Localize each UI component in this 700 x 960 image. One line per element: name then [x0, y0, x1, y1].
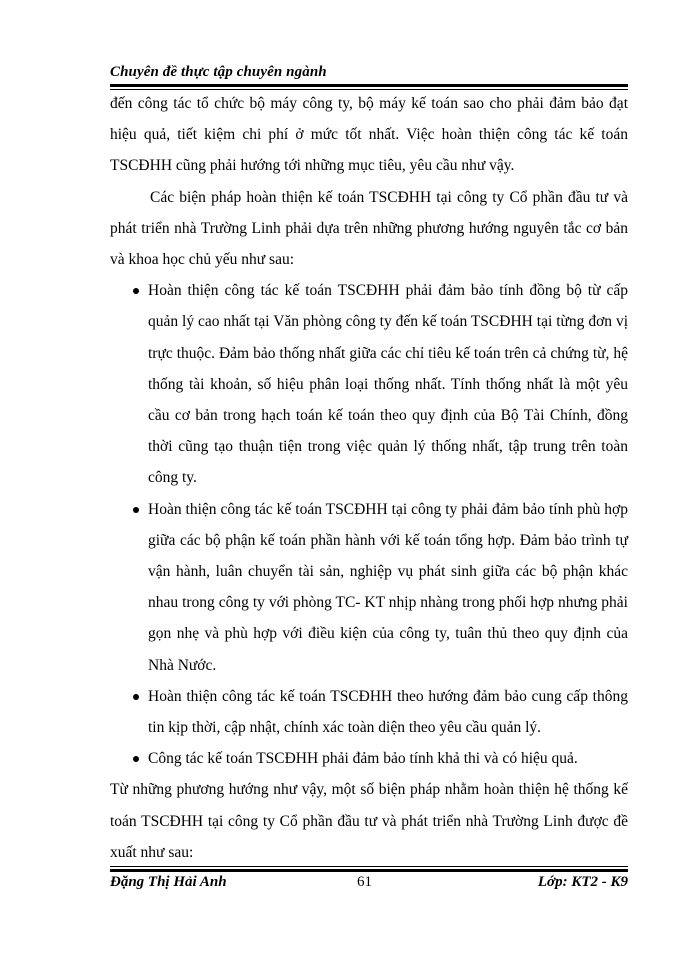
- footer-author: Đặng Thị Hải Anh: [110, 874, 227, 890]
- page-number: 61: [357, 874, 372, 890]
- footer-rule-thin: [110, 866, 628, 867]
- bullet-icon: [133, 288, 139, 294]
- header-rule-thick: [110, 84, 628, 87]
- list-item: [110, 275, 628, 493]
- list-item-text: Hoàn thiện công tác kế toán TSCĐHH tại công ty phải đảm bảo tính phù hợp giữa các bộ phận kế toán phần hành với kế toán tổng hợp. Đảm bảo trình tự vận hành, luân chuyển tài sản, nghiệp vụ phát sinh giữa các bộ phận khác nhau trong công ty với phòng TC- KT nhịp nhàng trong phối hợp nhưng phải gọn nhẹ và phù hợp với điều kiện của công ty, tuân thủ theo quy định của Nhà Nước.: [148, 500, 628, 674]
- list-item-text: Hoàn thiện công tác kế toán TSCĐHH phải đảm bảo tính đồng bộ từ cấp quản lý cao nhất tại Văn phòng công ty đến kế toán TSCĐHH tại từng đơn vị trực thuộc. Đảm bảo thống nhất giữa các chỉ tiêu kế toán trên cả chứng từ, hệ thống tài khoản, số hiệu phân loại thống nhất. Tính thống nhất là một yêu cầu cơ bản trong hạch toán kế toán theo quy định của Bộ Tài Chính, đồng thời cũng tạo thuận tiện trong việc quản lý thống nhất, tập trung trên toàn công ty.: [148, 282, 628, 487]
- body-paragraph-1: đến công tác tổ chức bộ máy công ty, bộ máy kế toán sao cho phải đảm bảo đạt hiệu quả, tiết kiệm chi phí ở mức tốt nhất. Việc hoàn thiện công tác kế toán TSCĐHH cũng phải hướng tới những mục tiêu, yêu cầu như vậy.: [110, 95, 628, 175]
- list-item: [110, 494, 628, 681]
- page-header-title: Chuyên đề thực tập chuyên ngành: [110, 64, 327, 80]
- document-body: [110, 88, 628, 868]
- footer-rule-thick: [110, 869, 628, 872]
- bullet-icon: [133, 756, 139, 762]
- body-paragraph-2: Các biện pháp hoàn thiện kế toán TSCĐHH tại công ty Cổ phần đầu tư và phát triển nhà Trường Linh phải dựa trên những phương hướng nguyên tắc cơ bản và khoa học chủ yếu như sau:: [110, 188, 628, 269]
- list-item-text: Công tác kế toán TSCĐHH phải đảm bảo tính khả thi và có hiệu quả.: [148, 750, 578, 768]
- footer-class-label: Lớp: KT2 - K9: [537, 874, 628, 890]
- bullet-icon: [133, 507, 139, 513]
- principles-list: [110, 275, 628, 774]
- list-item-text: Hoàn thiện công tác kế toán TSCĐHH theo hướng đảm bảo cung cấp thông tin kịp thời, cập nhật, chính xác toàn diện theo yêu cầu quản lý.: [148, 687, 628, 737]
- bullet-icon: [133, 694, 139, 700]
- list-item: [110, 743, 628, 774]
- body-paragraph-3: Từ những phương hướng như vậy, một số biện pháp nhằm hoàn thiện hệ thống kế toán TSCĐHH tại công ty Cổ phần đầu tư và phát triển nhà Trường Linh được đề xuất như sau:: [110, 781, 628, 861]
- list-item: [110, 681, 628, 743]
- page-footer: [110, 874, 628, 896]
